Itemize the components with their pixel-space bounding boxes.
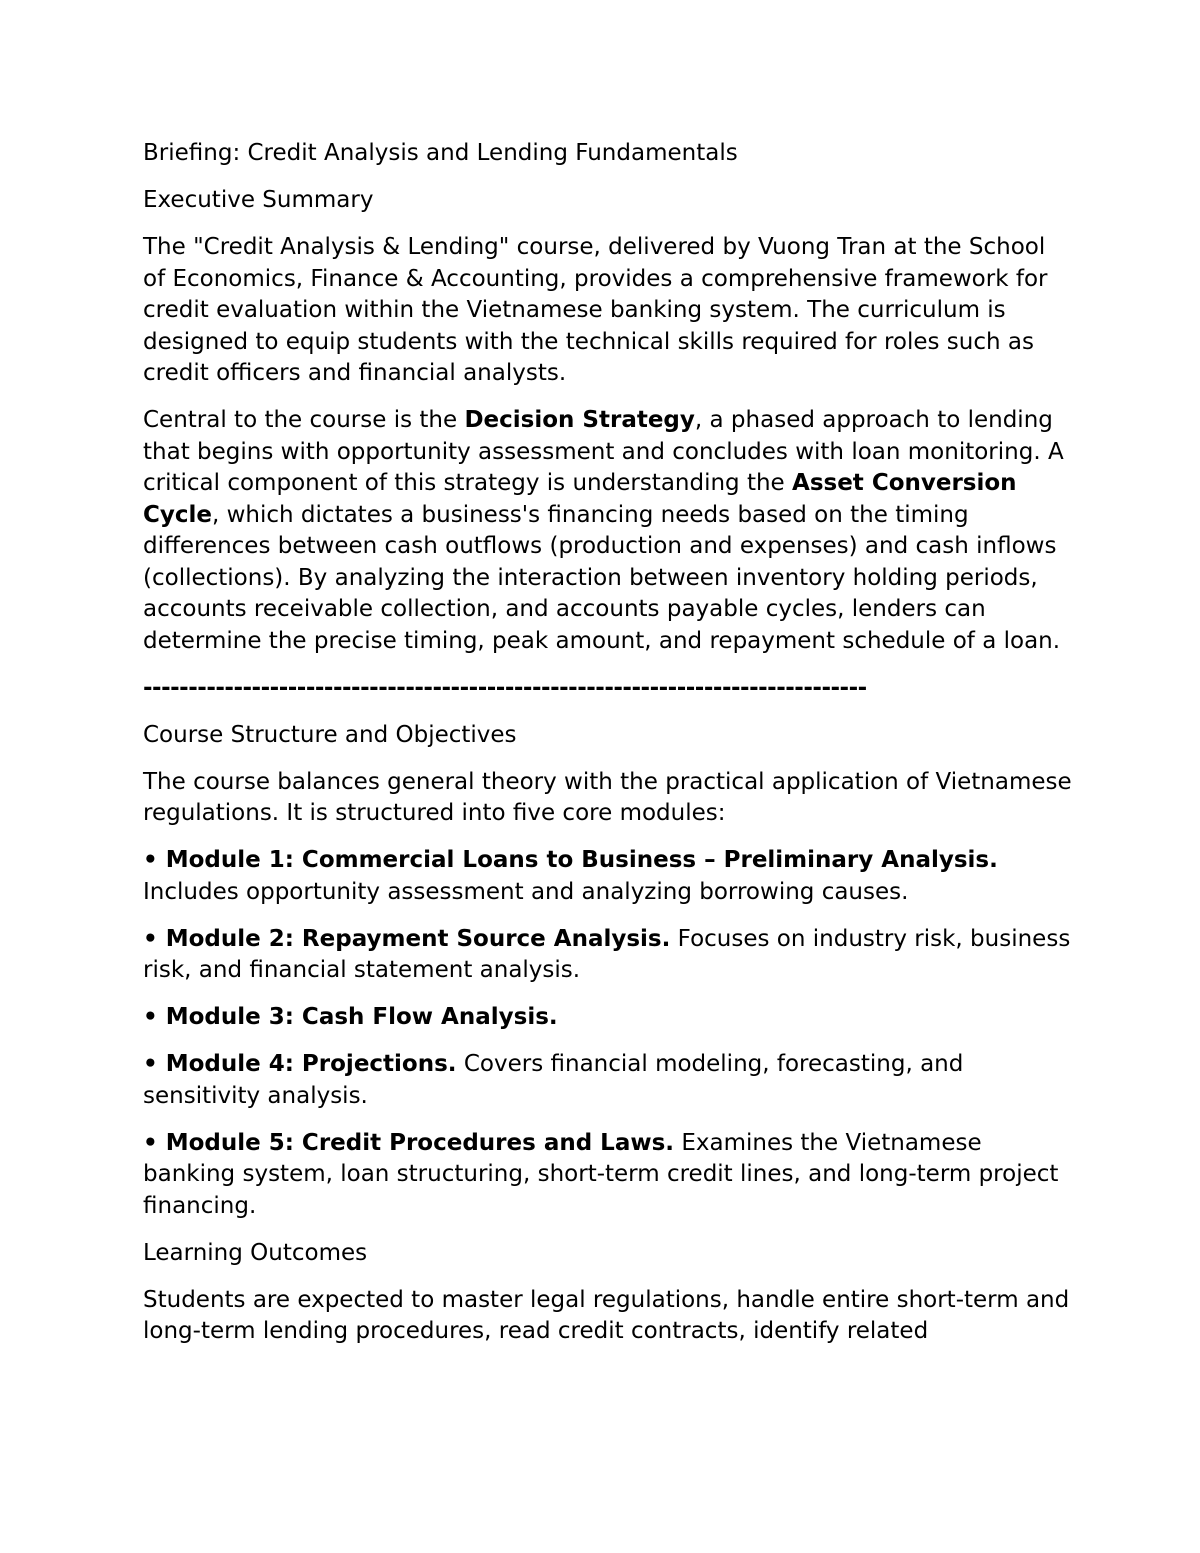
module-title: • Module 1: Commercial Loans to Business – Preliminary Analysis.	[143, 847, 998, 873]
learning-outcomes-heading: Learning Outcomes	[143, 1239, 368, 1266]
document-title: Briefing: Credit Analysis and Lending Fundamentals	[143, 140, 738, 166]
section-divider: --------------------------------------------------------------------------------	[143, 674, 867, 701]
module-title: • Module 5: Credit Procedures and Laws.	[143, 1129, 675, 1156]
module-list-item	[143, 924, 1073, 987]
asset-conversion-cycle-term: Asset Conversion Cycle	[143, 470, 1017, 528]
executive-summary-heading: Executive Summary	[143, 187, 374, 213]
module-description: Focuses on industry risk, business risk, and financial statement analysis.	[143, 925, 1071, 983]
module-description: Includes opportunity assessment and analyzing borrowing causes.	[143, 878, 909, 905]
module-list-item	[143, 1128, 1073, 1223]
module-title: • Module 3: Cash Flow Analysis.	[143, 1004, 558, 1030]
paragraph-text: , which dictates a business's financing needs based on the timing differences between cash outflows (production and expenses) and cash inflows (collections). By analyzing the interaction between inventory holding periods, accounts receivable collection, and accounts payable cycles, lenders can determine the precise timing, peak amount, and repayment schedule of a loan.	[143, 501, 1061, 654]
paragraph-text: , a phased approach to lending that begins with opportunity assessment and concludes with loan monitoring. A critical component of this strategy is understanding the	[143, 407, 1064, 496]
module-list-item	[143, 845, 1073, 908]
module-title: • Module 2: Repayment Source Analysis.	[143, 925, 671, 952]
course-structure-heading: Course Structure and Objectives	[143, 721, 517, 748]
module-list-item	[143, 1049, 1073, 1112]
decision-strategy-paragraph	[143, 405, 1073, 657]
decision-strategy-term: Decision Strategy	[464, 407, 695, 433]
course-structure-intro: The course balances general theory with the practical application of Vietnamese regulations. It is structured into five core modules:	[143, 768, 1072, 826]
executive-summary-paragraph: The "Credit Analysis & Lending" course, delivered by Vuong Tran at the School of Economics, Finance & Accounting, provides a comprehensive framework for credit evaluation within the Vietnamese banking system. The curriculum is designed to equip students with the technical skills required for roles such as credit officers and financial analysts.	[143, 234, 1048, 386]
module-description: Covers financial modeling, forecasting, and sensitivity analysis.	[143, 1051, 964, 1109]
paragraph-text: Central to the course is the	[143, 407, 465, 433]
learning-outcomes-paragraph: Students are expected to master legal regulations, handle entire short-term and long-term lending procedures, read credit contracts, identify related	[143, 1286, 1070, 1344]
document-page	[143, 138, 1073, 1363]
module-list-item	[143, 1002, 1073, 1034]
module-title: • Module 4: Projections.	[143, 1051, 457, 1077]
module-description: Examines the Vietnamese banking system, loan structuring, short-term credit lines, and long-term project financing.	[143, 1129, 1059, 1219]
